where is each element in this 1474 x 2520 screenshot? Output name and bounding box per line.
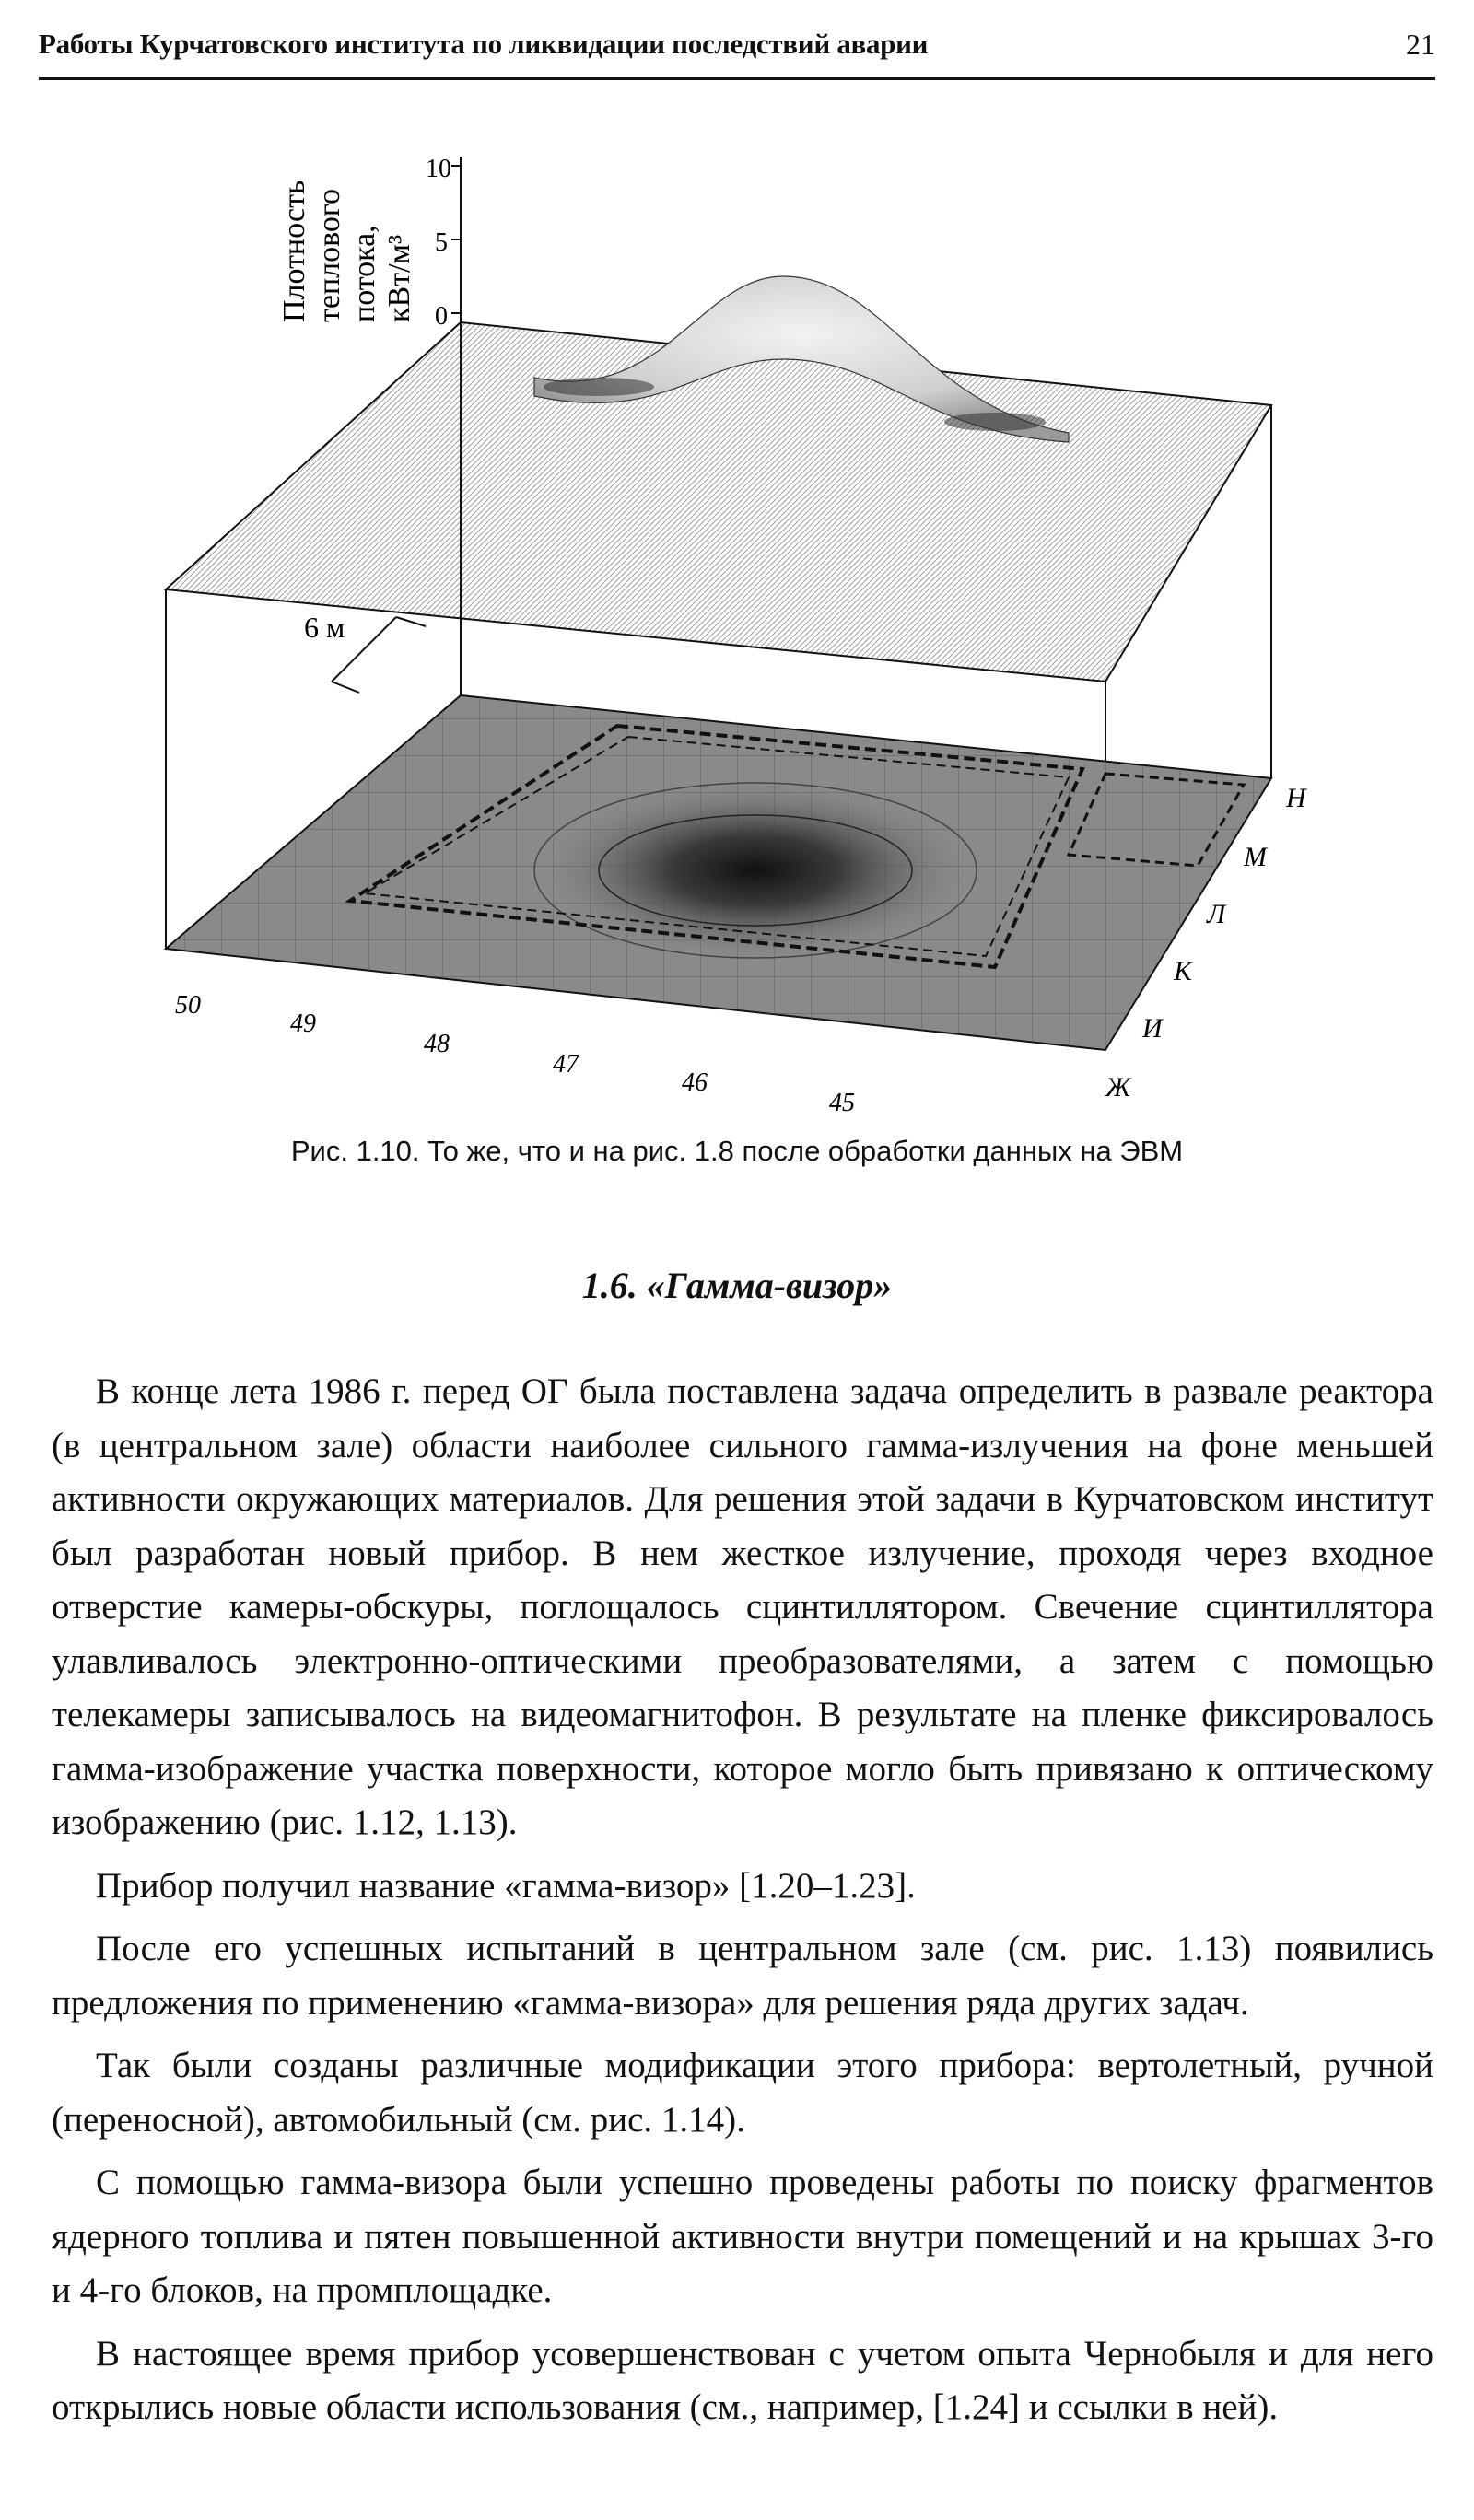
z-axis-label-line: теплового [312, 188, 346, 322]
figure-3d-surface [175, 129, 1327, 1124]
x-tick-label: 46 [682, 1068, 708, 1097]
x-tick-label: 47 [553, 1050, 579, 1079]
scale-label: 6 м [304, 611, 345, 644]
paragraph: В настоящее время прибор усовершенствован с учетом опыта Чернобыля и для него открылись новые области использования (см., например, [1.24] и ссылки в ней). [52, 2333, 1433, 2427]
section-title: 1.6. «Гамма-визор» [581, 1265, 893, 1306]
y-tick-label: И [1142, 1013, 1163, 1044]
scale-marker [304, 611, 426, 693]
z-axis-label [277, 181, 416, 322]
z-axis-label-line: потока, [347, 225, 381, 322]
page-number: 21 [1406, 28, 1435, 61]
z-tick-label: 0 [435, 302, 448, 331]
x-tick-label: 48 [424, 1030, 450, 1058]
body-text [52, 1365, 1433, 2444]
paragraph: Прибор получил название «гамма-визор» [1.20–1.23]. [96, 1865, 916, 1906]
z-tick-label: 5 [435, 228, 448, 257]
running-header [39, 28, 1435, 80]
x-tick-label: 45 [829, 1089, 855, 1117]
z-tick-label: 10 [426, 155, 451, 183]
paragraph: Так были созданы различные модификации этого прибора: вертолетный, ручной (переносной), автомобильный (см. рис. 1.14). [52, 2046, 1433, 2140]
y-tick-label: Л [1207, 899, 1226, 929]
paragraph: С помощью гамма-визора были успешно проведены работы по поиску фрагментов ядерного топлива и пятен повышенной активности внутри помещений и на крышах 3-го и 4-го блоков, на промплощадке. [52, 2163, 1433, 2310]
x-tick-label: 50 [175, 991, 201, 1020]
z-axis-label-line: Плотность [277, 180, 311, 322]
figure-caption: Рис. 1.10. То же, что и на рис. 1.8 после обработки данных на ЭВМ [290, 1135, 1184, 1167]
y-tick-label: К [1174, 956, 1192, 986]
z-axis [277, 155, 461, 331]
running-title: Работы Курчатовского института по ликвидации последствий аварии [39, 28, 929, 60]
z-axis-label-line: кВт/м³ [382, 234, 416, 322]
x-tick-label: 49 [290, 1009, 316, 1038]
y-tick-label: М [1244, 842, 1267, 872]
paragraph: В конце лета 1986 г. перед ОГ была поставлена задача определить в развале реактора (в центральном зале) области наиболее сильного гамма-излучения на фоне меньшей активности окружающих материалов. Для решения этой задачи в Курчатовском институт был разработан новый прибор. В нем жесткое излучение, проходя через входное отверстие камеры-обскуры, поглощалось сцинтиллятором. Свечение сцинтиллятора улавливалось электронно-оптическими преобразователями, а затем с помощью телекамеры записывалось на видеомагнитофон. В результате на пленке фиксировалось гамма-изображение участка поверхности, которое могло быть привязано к оптическому изображению (рис. 1.12, 1.13). [52, 1371, 1433, 1842]
y-tick-label: Ж [1106, 1072, 1131, 1102]
y-tick-label: Н [1286, 783, 1306, 813]
figure-svg [175, 129, 1327, 1124]
paragraph: После его успешных испытаний в центральном зале (см. рис. 1.13) появились предложения по применению «гамма-визора» для решения ряда других задач. [52, 1929, 1433, 2023]
